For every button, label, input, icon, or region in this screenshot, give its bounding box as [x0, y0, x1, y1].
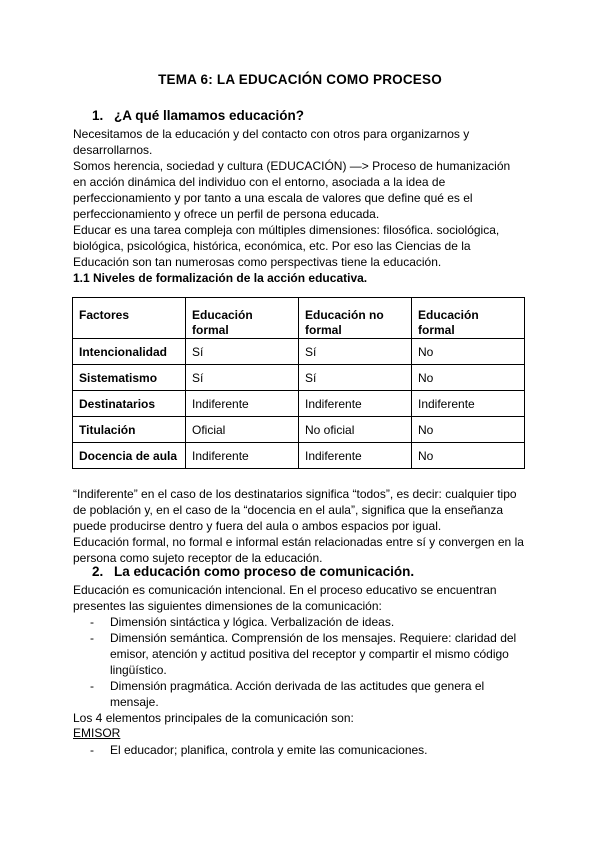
table-row: [73, 365, 525, 391]
section1-line: Somos herencia, sociedad y cultura (EDUCACIÓN) —> Proceso de humanización: [73, 159, 511, 173]
table-factor-cell: Docencia de aula: [73, 443, 186, 469]
note-line: de población y, en el caso de la “docencia en el aula”, significa que la enseñanza: [73, 503, 504, 517]
section1-line: Educar es una tarea compleja con múltiples dimensiones: filosófica. sociológica,: [73, 223, 500, 237]
elements-intro: Los 4 elementos principales de la comunicación son:: [73, 711, 354, 725]
table-cell: Indiferente: [186, 443, 299, 469]
section1-line: Educación son tan numerosas como perspectivas tiene la educación.: [73, 255, 442, 269]
list-item: [73, 614, 533, 630]
bullet-dash: -: [90, 631, 94, 645]
table-cell: Sí: [186, 339, 299, 365]
section1-line: en acción dinámica del individuo con el entorno, asociada a la idea de: [73, 175, 446, 189]
table-header-cell: Educación formal: [186, 298, 299, 339]
section2-line: presentes las siguientes dimensiones de la comunicación:: [73, 599, 382, 613]
dimensions-list: [73, 614, 533, 710]
table-cell: No: [412, 339, 525, 365]
list-item: [73, 678, 533, 710]
table-cell: Indiferente: [299, 443, 412, 469]
table-row: [73, 443, 525, 469]
section2-line: Educación es comunicación intencional. En el proceso educativo se encuentran: [73, 583, 497, 597]
list-item: [73, 630, 533, 678]
bullet-dash: -: [90, 743, 94, 757]
list-item-line: Dimensión pragmática. Acción derivada de las actitudes que genera el: [110, 679, 485, 693]
table-notes: [73, 486, 533, 566]
note-line: Educación formal, no formal e informal están relacionadas entre sí y convergen en la: [73, 535, 524, 549]
table-row: [73, 417, 525, 443]
bullet-dash: -: [90, 679, 94, 693]
list-item: [73, 742, 533, 758]
table-row: [73, 391, 525, 417]
table-factor-cell: Titulación: [73, 417, 186, 443]
table-cell: No: [412, 443, 525, 469]
section2-heading-text: La educación como proceso de comunicación.: [114, 564, 415, 579]
emisor-list: [73, 742, 533, 758]
emisor-label: EMISOR: [73, 726, 121, 740]
list-item-line: mensaje.: [110, 695, 159, 709]
table-factor-cell: Destinatarios: [73, 391, 186, 417]
table-cell: No: [412, 417, 525, 443]
section2-number: 2.: [92, 564, 104, 579]
section1-line: biológica, psicológica, histórica, económica, etc. Por eso las Ciencias de la: [73, 239, 471, 253]
table-cell: No oficial: [299, 417, 412, 443]
section2-body: [73, 582, 533, 614]
table-header-row: [73, 298, 525, 339]
section1-line: perfeccionamiento y ofrece un perfil de persona educada.: [73, 207, 380, 221]
section1-line: desarrollarnos.: [73, 143, 153, 157]
section1-heading-text: ¿A qué llamamos educación?: [114, 108, 305, 123]
table-header-cell: Factores: [73, 298, 186, 339]
list-item-line: Dimensión semántica. Comprensión de los mensajes. Requiere: claridad del: [110, 631, 517, 645]
list-item-line: El educador; planifica, controla y emite las comunicaciones.: [110, 743, 428, 757]
document-title: TEMA 6: LA EDUCACIÓN COMO PROCESO: [158, 72, 442, 87]
section1-line: Necesitamos de la educación y del contacto con otros para organizarnos y: [73, 127, 470, 141]
table-cell: Sí: [299, 365, 412, 391]
section1-body: [73, 126, 533, 270]
section1-line: perfeccionamiento y por tanto a una escala de valores que define qué es el: [73, 191, 473, 205]
table-factor-cell: Intencionalidad: [73, 339, 186, 365]
note-line: “Indiferente” en el caso de los destinatarios significa “todos”, es decir: cualquier tipo: [73, 487, 517, 501]
section1-heading: [92, 108, 304, 123]
formalization-table: [72, 297, 525, 469]
section1-number: 1.: [92, 108, 104, 123]
table-factor-cell: Sistematismo: [73, 365, 186, 391]
note-line: puede producirse dentro y fuera del aula o ambos espacios por igual.: [73, 519, 442, 533]
list-item-line: Dimensión sintáctica y lógica. Verbalización de ideas.: [110, 615, 395, 629]
table-cell: No: [412, 365, 525, 391]
subsection-heading: 1.1 Niveles de formalización de la acción educativa.: [73, 271, 368, 285]
table-header-cell: Educación no formal: [299, 298, 412, 339]
list-item-line: lingüístico.: [110, 663, 167, 677]
table-cell: Indiferente: [299, 391, 412, 417]
table-cell: Oficial: [186, 417, 299, 443]
note-line: persona como sujeto receptor de la educación.: [73, 551, 323, 565]
table-cell: Sí: [299, 339, 412, 365]
bullet-dash: -: [90, 615, 94, 629]
table-cell: Indiferente: [412, 391, 525, 417]
section2-heading: [92, 564, 414, 579]
table-cell: Sí: [186, 365, 299, 391]
table-row: [73, 339, 525, 365]
table-header-cell: Educación formal: [412, 298, 525, 339]
table-cell: Indiferente: [186, 391, 299, 417]
list-item-line: emisor, atención y actitud positiva del receptor y compartir el mismo código: [110, 647, 509, 661]
